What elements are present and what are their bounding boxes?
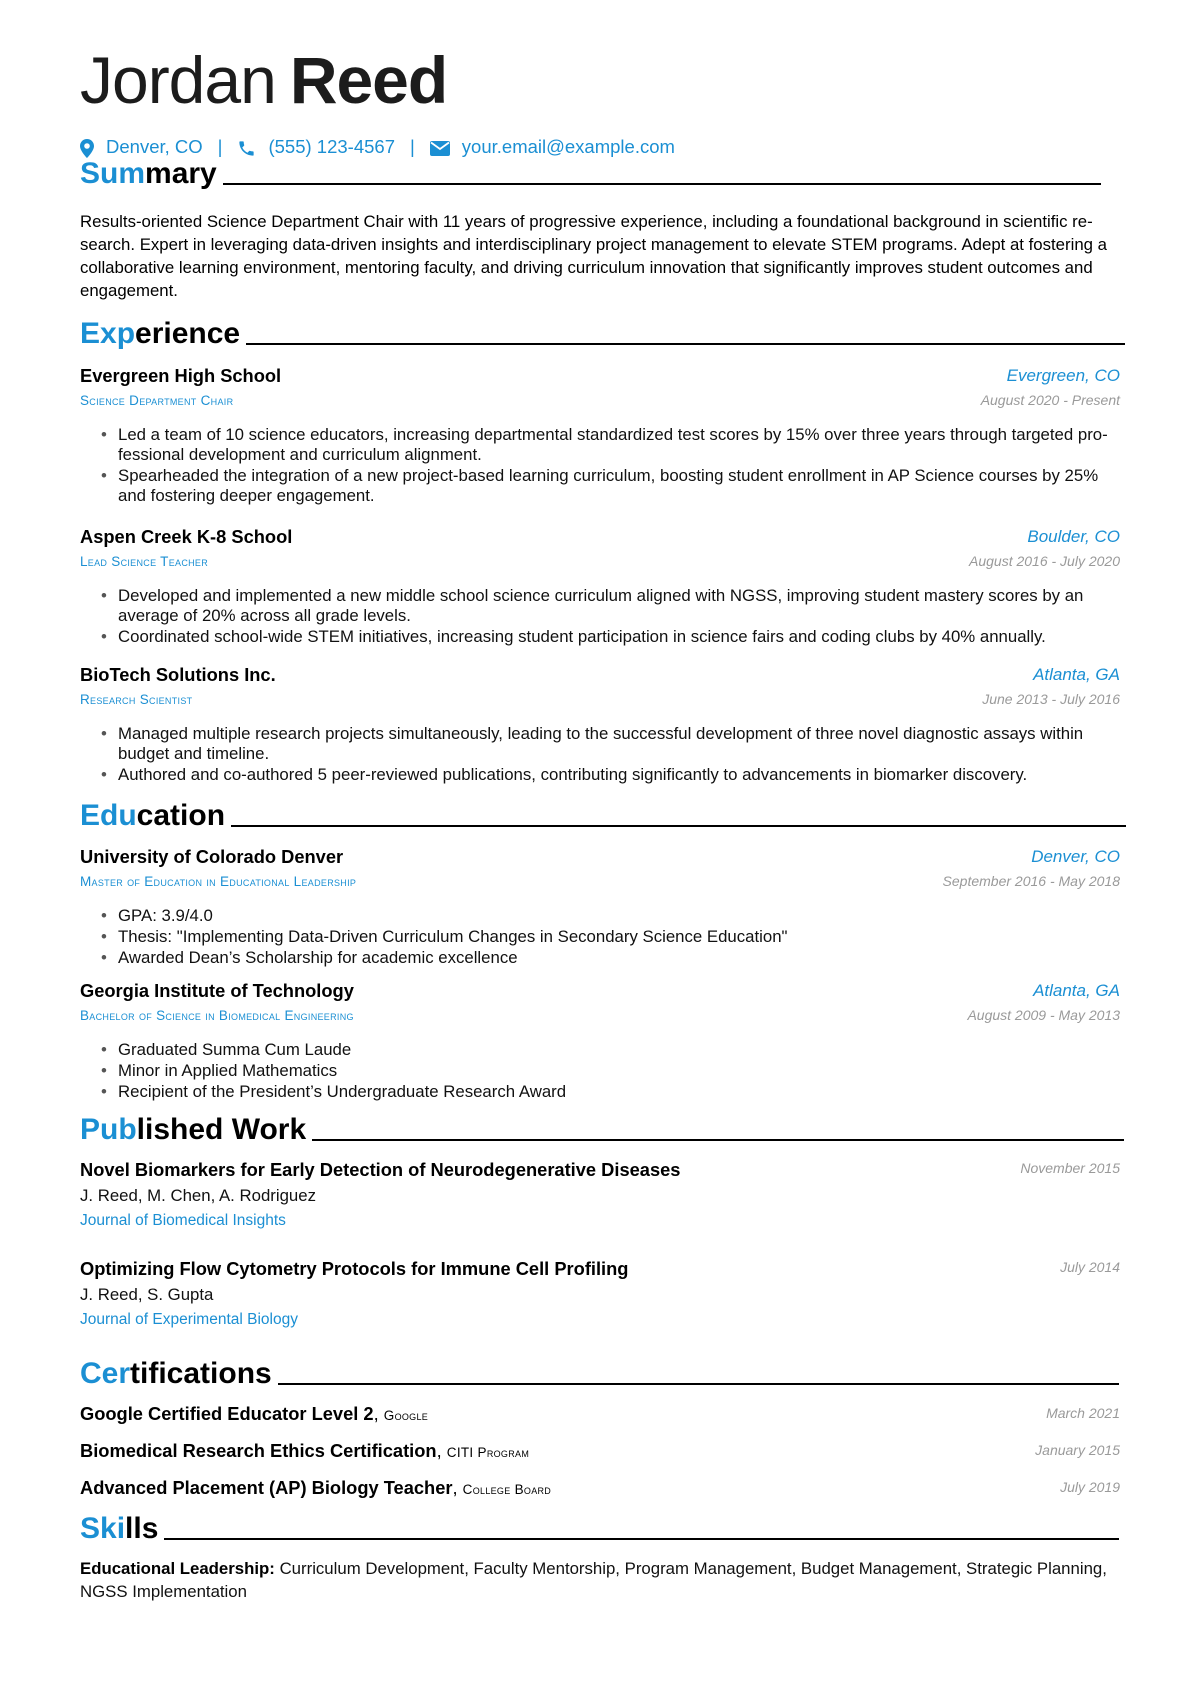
certification-issuer: College Board — [462, 1482, 552, 1497]
publication-journal: Journal of Experimental Biology — [80, 1311, 298, 1328]
publication-title: Novel Biomarkers for Early Detection of Neurodegenerative Diseases — [80, 1159, 681, 1180]
certification-name: Google Certified Educator Level 2 — [80, 1403, 374, 1424]
experience-role: Science Department Chair — [80, 393, 234, 408]
list-item: • Coordinated school-wide STEM initiatives, increasing student participation in science fairs and coding clubs by 40% annually. — [100, 627, 1110, 647]
experience-bullets — [100, 425, 1110, 507]
education-heading-accent: Edu — [80, 799, 137, 832]
education-degree: Bachelor of Science in Biomedical Engineering — [80, 1008, 354, 1023]
contact-separator: | — [409, 136, 415, 157]
publication-date: November 2015 — [1020, 1160, 1120, 1176]
publications-heading — [80, 1111, 1124, 1149]
contact-separator: | — [217, 136, 223, 157]
certification-item: Google Certified Educator Level 2, Google — [80, 1403, 429, 1424]
skills-heading-rest: lls — [125, 1512, 159, 1545]
experience-location: Evergreen, CO — [1006, 366, 1120, 385]
list-item: • Graduated Summa Cum Laude — [100, 1040, 1110, 1060]
last-name: Reed — [289, 43, 448, 117]
education-heading-rest: cation — [136, 799, 226, 832]
education-org: University of Colorado Denver — [80, 846, 344, 867]
experience-dates: August 2020 - Present — [980, 392, 1120, 408]
certification-item: Biomedical Research Ethics Certification, CITI Program — [80, 1440, 530, 1461]
experience-role: Lead Science Teacher — [80, 554, 209, 569]
publication-authors: J. Reed, S. Gupta — [80, 1285, 214, 1304]
experience-role: Research Scientist — [80, 692, 193, 707]
first-name: Jordan — [80, 43, 276, 117]
education-location: Atlanta, GA — [1033, 981, 1120, 1000]
experience-bullets — [100, 724, 1110, 786]
list-item: • Recipient of the President’s Undergraduate Research Award — [100, 1082, 1110, 1102]
section-rule — [278, 1383, 1119, 1385]
education-location: Denver, CO — [1031, 847, 1120, 866]
email-link[interactable]: your.email@example.com — [461, 136, 675, 157]
experience-heading — [80, 315, 1125, 353]
publications-heading-rest: lished Work — [136, 1113, 307, 1146]
certifications-heading — [80, 1355, 1119, 1393]
list-item: • Minor in Applied Mathematics — [100, 1061, 1110, 1081]
phone-text: (555) 123-4567 — [268, 136, 395, 157]
experience-org: BioTech Solutions Inc. — [80, 664, 276, 685]
publication-title: Optimizing Flow Cytometry Protocols for Immune Cell Profiling — [80, 1258, 629, 1279]
skill-label: Educational Leadership: — [80, 1559, 275, 1578]
location-text: Denver, CO — [106, 136, 203, 157]
publication-journal: Journal of Biomedical Insights — [80, 1212, 286, 1229]
education-degree: Master of Education in Educational Leadership — [80, 874, 357, 889]
list-item: • GPA: 3.9/4.0 — [100, 906, 1110, 926]
list-item: • Developed and implemented a new middle school science curriculum aligned with NGSS, improving student mastery scores by an average of 20% across all grade levels. — [100, 586, 1110, 626]
certification-date: January 2015 — [1035, 1442, 1120, 1458]
section-rule — [164, 1538, 1119, 1540]
publication-authors: J. Reed, M. Chen, A. Rodriguez — [80, 1186, 316, 1205]
experience-org: Aspen Creek K-8 School — [80, 526, 293, 547]
list-item: • Led a team of 10 science educators, increasing departmental standardized test scores by 15% over three years through targeted pro-fessional development and curriculum alignment. — [100, 425, 1110, 465]
summary-heading — [80, 155, 1101, 193]
experience-location: Boulder, CO — [1027, 527, 1120, 546]
summary-heading-accent: Sum — [80, 157, 146, 190]
experience-dates: June 2013 - July 2016 — [982, 691, 1120, 707]
education-bullets — [100, 906, 1110, 969]
education-heading — [80, 797, 1126, 835]
experience-heading-rest: erience — [135, 317, 241, 350]
list-item: • Managed multiple research projects simultaneously, leading to the successful development of three novel diagnostic assays within budget and timeline. — [100, 724, 1110, 764]
section-rule — [312, 1139, 1124, 1141]
certification-item: Advanced Placement (AP) Biology Teacher, College Board — [80, 1477, 552, 1498]
skills-heading-accent: Ski — [80, 1512, 126, 1545]
certification-date: March 2021 — [1046, 1405, 1120, 1421]
list-item: • Spearheaded the integration of a new project-based learning curriculum, boosting student enrollment in AP Science courses by 25% and fostering deeper engagement. — [100, 466, 1110, 506]
certification-name: Biomedical Research Ethics Certification — [80, 1440, 437, 1461]
certification-issuer: CITI Program — [446, 1445, 530, 1460]
education-dates: September 2016 - May 2018 — [942, 873, 1120, 889]
education-bullets — [100, 1040, 1110, 1103]
certification-issuer: Google — [383, 1408, 429, 1423]
list-item: • Awarded Dean’s Scholarship for academic excellence — [100, 948, 1110, 968]
list-item: • Authored and co-authored 5 peer-reviewed publications, contributing significantly to advancements in biomarker discovery. — [100, 765, 1110, 785]
certification-name: Advanced Placement (AP) Biology Teacher — [80, 1477, 453, 1498]
skills-line — [80, 1557, 1120, 1603]
experience-dates: August 2016 - July 2020 — [969, 553, 1120, 569]
skills-heading — [80, 1510, 1119, 1548]
experience-heading-accent: Exp — [80, 317, 136, 350]
certifications-heading-accent: Cer — [80, 1357, 131, 1390]
summary-text: Results-oriented Science Department Chair with 11 years of progressive experience, including a foundational background in scientific re-search. Expert in leveraging data-driven insights and interdisciplinary project management to elevate STEM programs. Adept at fostering a collaborative learning environment, mentoring faculty, and driving curriculum innovation that significantly improves student outcomes and engagement. — [80, 212, 1107, 300]
section-rule — [223, 183, 1101, 185]
experience-bullets — [100, 586, 1110, 648]
list-item: • Thesis: "Implementing Data-Driven Curriculum Changes in Secondary Science Education" — [100, 927, 1110, 947]
publication-date: July 2014 — [1060, 1259, 1120, 1275]
skill-value: Curriculum Development, Faculty Mentorship, Program Management, Budget Management, Strategic Planning, NGSS Implementation — [80, 1559, 1107, 1601]
candidate-name — [80, 40, 447, 120]
experience-org: Evergreen High School — [80, 365, 282, 386]
experience-location: Atlanta, GA — [1033, 665, 1120, 684]
publications-heading-accent: Pub — [80, 1113, 137, 1146]
section-rule — [231, 825, 1126, 827]
section-rule — [246, 343, 1125, 345]
education-dates: August 2009 - May 2013 — [967, 1007, 1120, 1023]
education-org: Georgia Institute of Technology — [80, 980, 354, 1001]
summary-heading-rest: mary — [145, 157, 217, 190]
certifications-heading-rest: tifications — [130, 1357, 272, 1390]
certification-date: July 2019 — [1060, 1479, 1120, 1495]
